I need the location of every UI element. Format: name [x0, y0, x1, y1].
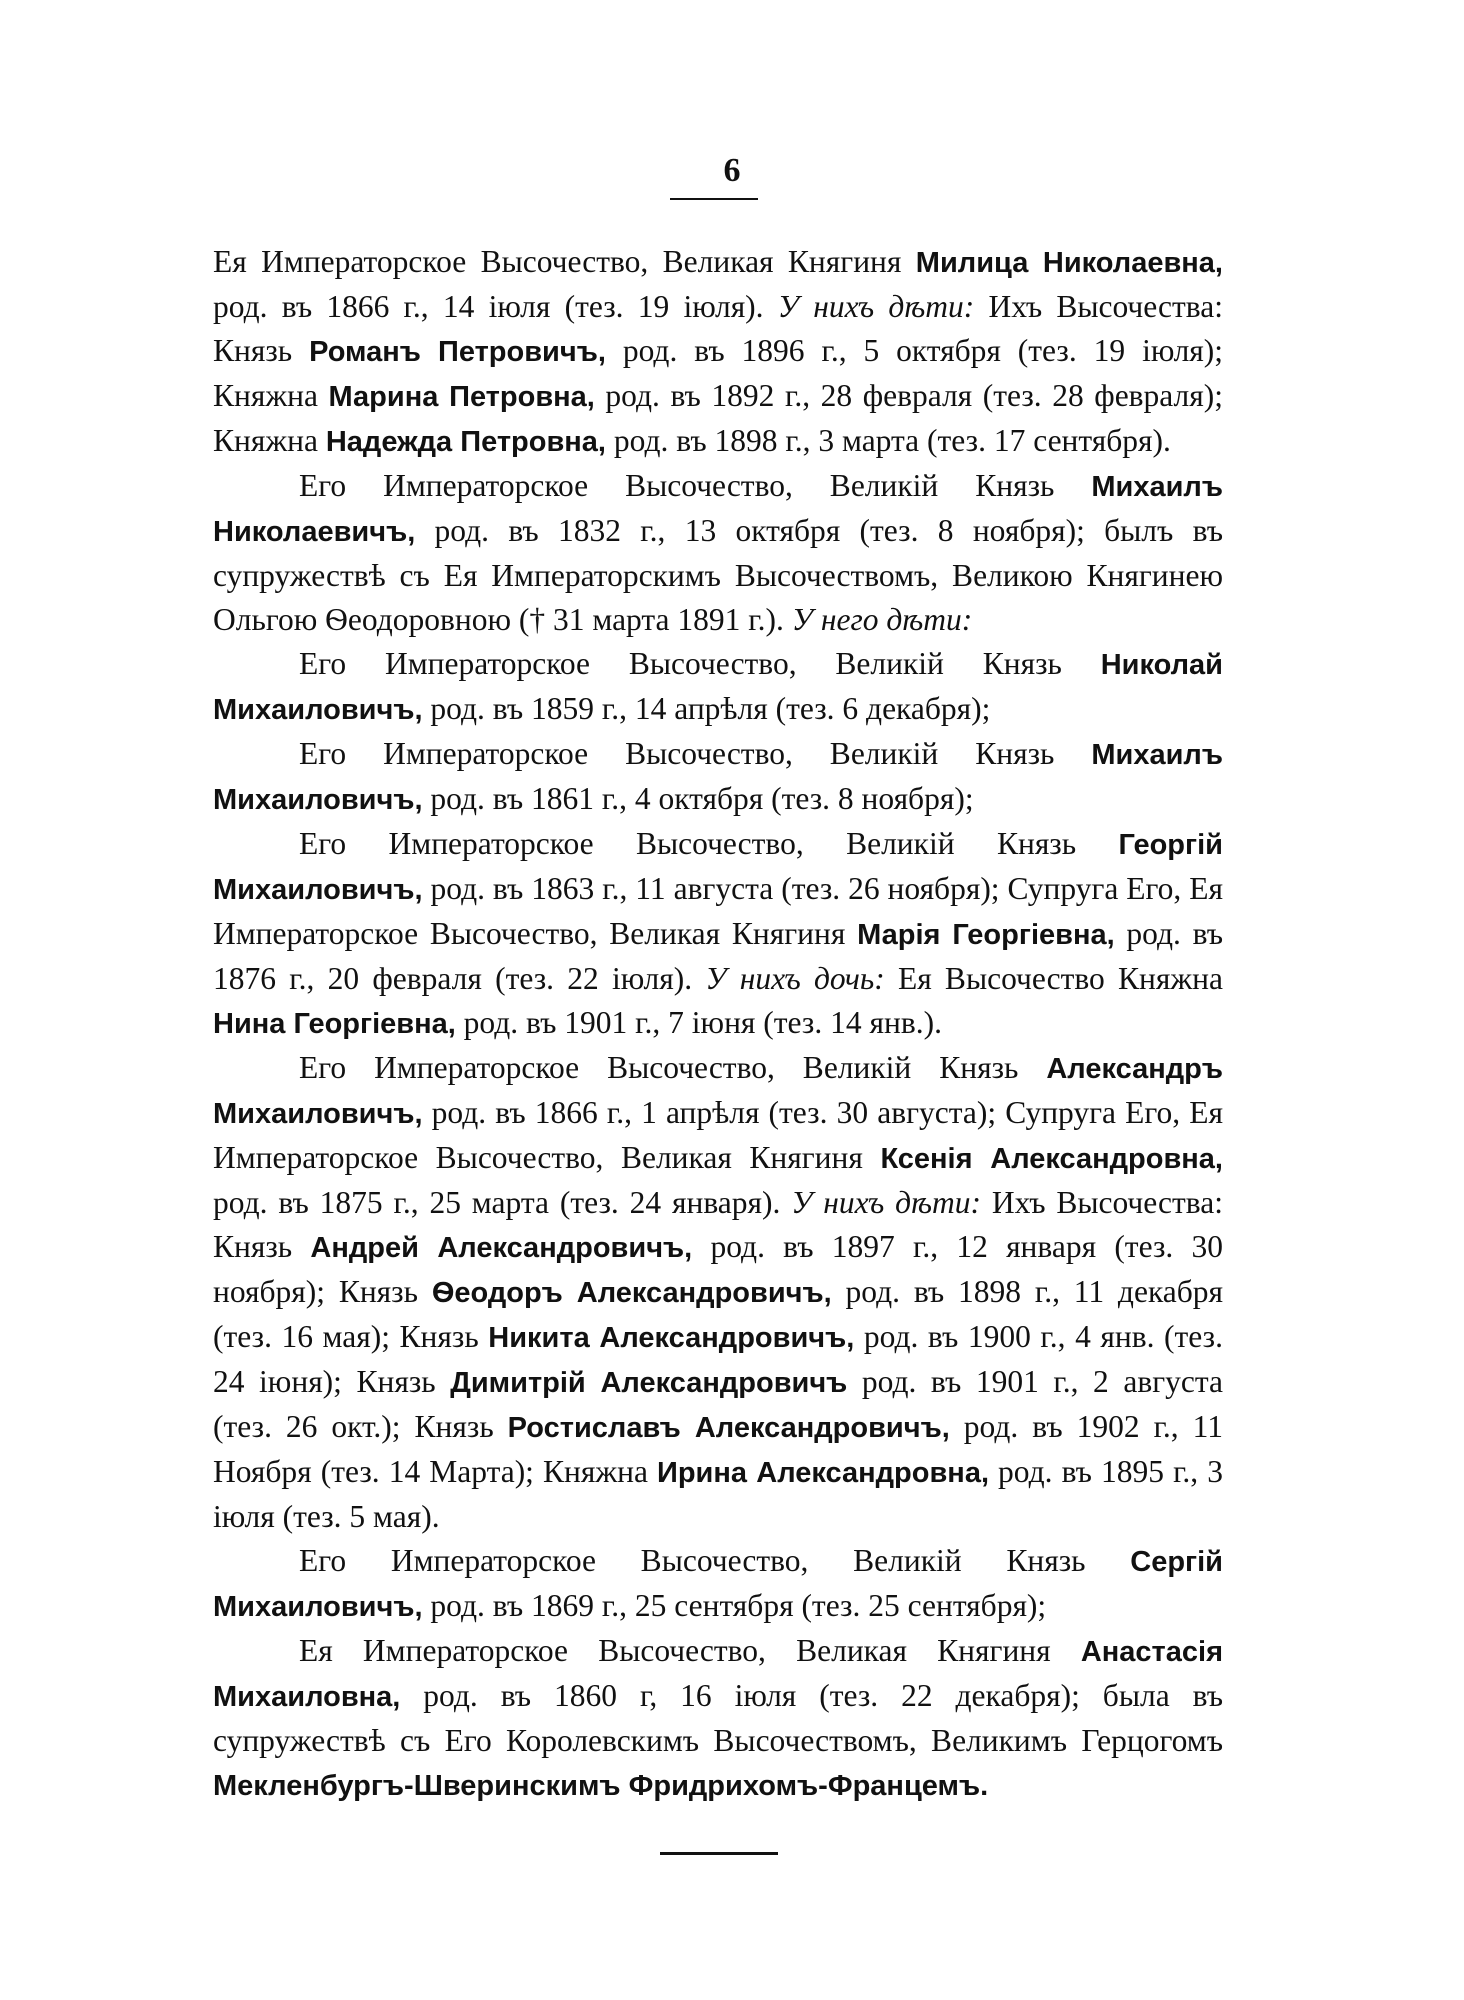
person-name: Никита Александровичъ, — [488, 1322, 855, 1354]
person-name: Нина Георгіевна, — [213, 1008, 456, 1040]
children-heading: У нихъ дѣти: — [791, 1185, 982, 1220]
person-name: Мекленбургъ-Шверинскимъ Фридрихомъ-Францемъ. — [213, 1770, 989, 1802]
person-name: Милица Николаевна, — [915, 247, 1223, 279]
person-name: Ѳеодоръ Александровичъ, — [431, 1277, 832, 1309]
person-name: Ирина Александровна, — [657, 1457, 989, 1489]
children-heading: У нихъ дочь: — [705, 961, 885, 996]
paragraph-aleksandr-mikhailovich: Его Императорское Высочество, Великій Князь Александръ Михаиловичъ, род. въ 1866 г., 1 апрѣля (тез. 30 августа); Супруга Его, Ея Императорское Высочество, Великая Княгиня Ксенія Александровна, род. въ 1875 г., 25 марта (тез. 24 января). У нихъ дѣти: Ихъ Высочества: Князь Андрей Александровичъ, род. въ 1897 г., 12 января (тез. 30 ноября); Князь Ѳеодоръ Александровичъ, род. въ 1898 г., 11 декабря (тез. 16 мая); Князь Никита Александровичъ, род. въ 1900 г., 4 янв. (тез. 24 іюня); Князь Димитрій Александровичъ род. въ 1901 г., 2 августа (тез. 26 окт.); Князь Ростиславъ Александровичъ, род. въ 1902 г., 11 Ноября (тез. 14 Марта); Княжна Ирина Александровна, род. въ 1895 г., 3 іюля (тез. 5 мая). — [213, 1050, 1224, 1534]
person-name: Ростиславъ Александровичъ, — [507, 1412, 950, 1444]
paragraph-nikolai-mikhailovich: Его Императорское Высочество, Великій Князь Николай Михаиловичъ, род. въ 1859 г., 14 апрѣля (тез. 6 декабря); — [213, 646, 1223, 726]
children-heading: У него дѣти: — [791, 602, 973, 637]
person-name: Марина Петровна, — [328, 381, 595, 413]
person-name: Романъ Петровичъ, — [309, 336, 606, 368]
person-name: Михаилъ Николаевичъ, — [213, 471, 1223, 548]
person-name: Андрей Александровичъ, — [310, 1232, 693, 1264]
paragraph-mikhail-mikhailovich: Его Императорское Высочество, Великій Князь Михаилъ Михаиловичъ, род. въ 1861 г., 4 октября (тез. 8 ноября); — [213, 736, 1223, 816]
paragraph-mikhail-nikolaevich: Его Императорское Высочество, Великій Князь Михаилъ Николаевичъ, род. въ 1832 г., 13 октября (тез. 8 ноября); былъ въ супружествѣ съ Ея Императорскимъ Высочествомъ, Великою Княгинею Ольгою Ѳеодоровною († 31 марта 1891 г.). У него дѣти: — [213, 468, 1223, 637]
person-name: Николай Михаиловичъ, — [213, 649, 1223, 726]
person-name: Надежда Петровна, — [325, 426, 606, 458]
person-name: Димитрій Александровичъ — [450, 1367, 848, 1399]
page-number: 6 — [723, 152, 741, 189]
person-name: Георгій Михаиловичъ, — [213, 829, 1223, 906]
person-name: Сергій Михаиловичъ, — [213, 1546, 1223, 1623]
paragraph-georgii-mikhailovich: Его Императорское Высочество, Великій Князь Георгій Михаиловичъ, род. въ 1863 г., 11 августа (тез. 26 ноября); Супруга Его, Ея Императорское Высочество, Великая Княгиня Марія Георгіевна, род. въ 1876 г., 20 февраля (тез. 22 іюля). У нихъ дочь: Ея Высочество Княжна Нина Георгіевна, род. въ 1901 г., 7 іюня (тез. 14 янв.). — [213, 826, 1223, 1040]
body-text — [213, 240, 1223, 1808]
paragraph-anastasia-mikhailovna: Ея Императорское Высочество, Великая Княгиня Анастасія Михаиловна, род. въ 1860 г, 16 іюля (тез. 22 декабря); была въ супружествѣ съ Его Королевскимъ Высочествомъ, Великимъ Герцогомъ Мекленбургъ-Шверинскимъ Фридрихомъ-Францемъ. — [213, 1633, 1223, 1802]
paragraph-sergei-mikhailovich: Его Императорское Высочество, Великій Князь Сергій Михаиловичъ, род. въ 1869 г., 25 сентября (тез. 25 сентября); — [213, 1543, 1223, 1623]
paragraph-militsa: Ея Императорское Высочество, Великая Княгиня Милица Николаевна, род. въ 1866 г., 14 іюля (тез. 19 іюля). У нихъ дѣти: Ихъ Высочества: Князь Романъ Петровичъ, род. въ 1896 г., 5 октября (тез. 19 іюля); Княжна Марина Петровна, род. въ 1892 г., 28 февраля (тез. 28 февраля); Княжна Надежда Петровна, род. въ 1898 г., 3 марта (тез. 17 сентября). — [213, 244, 1224, 458]
person-name: Ксенія Александровна, — [880, 1143, 1223, 1175]
person-name: Анастасія Михаиловна, — [213, 1636, 1223, 1713]
person-name: Михаилъ Михаиловичъ, — [213, 739, 1223, 816]
person-name: Александръ Михаиловичъ, — [213, 1053, 1223, 1130]
end-rule — [660, 1852, 778, 1855]
children-heading: У нихъ дѣти: — [777, 289, 975, 324]
person-name: Марія Георгіевна, — [857, 919, 1115, 951]
page-number-rule — [670, 198, 758, 200]
